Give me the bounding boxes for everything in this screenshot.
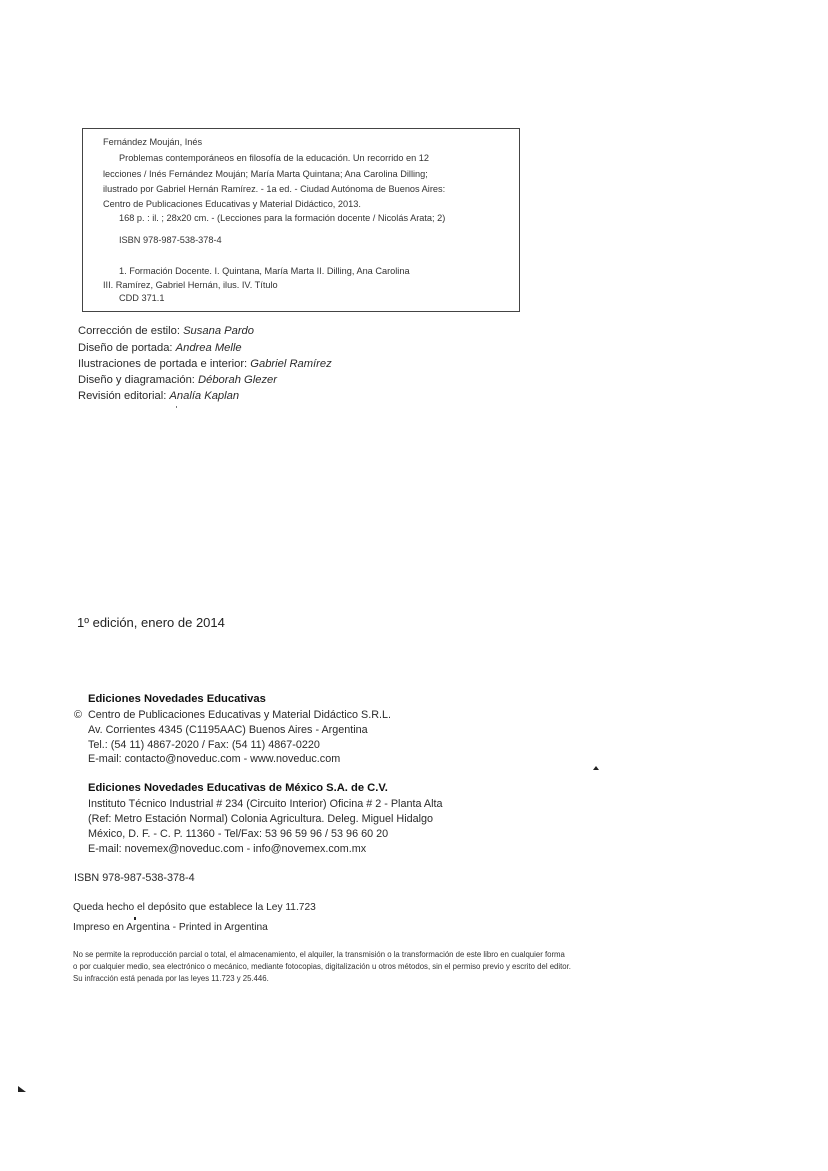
credit-label: Diseño de portada: [78, 342, 173, 354]
publisher-mx-line: Instituto Técnico Industrial # 234 (Circuito Interior) Oficina # 2 - Planta Alta [88, 798, 443, 810]
publisher-mx-name: Ediciones Novedades Educativas de México S.A. de C.V. [88, 782, 388, 794]
publisher-ar-contact: E-mail: contacto@noveduc.com - www.noveduc.com [88, 753, 341, 765]
cip-author: Fernández Mouján, Inés [103, 137, 203, 147]
cip-title-line: lecciones / Inés Fernández Mouján; María Marta Quintana; Ana Carolina Dilling; [103, 169, 428, 179]
publisher-ar-line: Av. Corrientes 4345 (C1195AAC) Buenos Aires - Argentina [88, 724, 368, 736]
rights-notice-line: o por cualquier medio, sea electrónico o mecánico, mediante fotocopias, digitalización u otros métodos, sin el permiso previo y escrito del editor. [73, 962, 571, 971]
credit-label: Diseño y diagramación: [78, 374, 195, 386]
scan-speck-dot [134, 917, 136, 920]
credit-value: Déborah Glezer [198, 374, 277, 386]
cip-cdd: CDD 371.1 [119, 293, 165, 303]
credit-value: Analía Kaplan [169, 390, 240, 402]
credit-line [78, 390, 239, 402]
catalog-card [82, 128, 520, 312]
credit-label: Ilustraciones de portada e interior: [78, 358, 248, 370]
credit-value: Gabriel Ramírez [250, 358, 332, 370]
legal-deposit: Queda hecho el depósito que establece la Ley 11.723 [73, 902, 316, 913]
publisher-ar-name: Ediciones Novedades Educativas [88, 693, 266, 705]
publisher-mx-line: (Ref: Metro Estación Normal) Colonia Agricultura. Deleg. Miguel Hidalgo [88, 813, 434, 825]
publisher-ar-line: Centro de Publicaciones Educativas y Material Didáctico S.R.L. [88, 709, 392, 721]
cip-description: 168 p. : il. ; 28x20 cm. - (Lecciones para la formación docente / Nicolás Arata; 2) [119, 213, 446, 223]
credit-line [78, 358, 332, 370]
isbn-line: ISBN 978-987-538-378-4 [74, 872, 195, 884]
cip-subjects: 1. Formación Docente. I. Quintana, María Marta II. Dilling, Ana Carolina [119, 266, 410, 276]
copyright-symbol: © [74, 709, 82, 721]
rights-notice-line: No se permite la reproducción parcial o total, el almacenamiento, el alquiler, la transmisión o la transformación de este libro en cualquier forma [73, 950, 565, 959]
rights-notice-line: Su infracción está penada por las leyes 11.723 y 25.446. [73, 974, 269, 983]
credit-line [78, 342, 242, 354]
credit-label: Corrección de estilo: [78, 325, 180, 337]
printed-in: Impreso en Argentina - Printed in Argentina [73, 922, 268, 933]
credit-label: Revisión editorial: [78, 390, 167, 402]
credit-line [78, 325, 254, 337]
credit-value: Andrea Melle [175, 342, 242, 354]
scan-speck-dot [176, 406, 177, 408]
publisher-mx-line: México, D. F. - C. P. 11360 - Tel/Fax: 53 96 59 96 / 53 96 60 20 [88, 828, 389, 840]
publisher-ar-line: Tel.: (54 11) 4867-2020 / Fax: (54 11) 4867-0220 [88, 739, 320, 751]
cip-publisher-line: Centro de Publicaciones Educativas y Material Didáctico, 2013. [103, 199, 361, 209]
scan-speck-mark [593, 766, 599, 770]
scan-corner-mark [18, 1086, 26, 1092]
cip-subjects: III. Ramírez, Gabriel Hernán, ilus. IV. Título [103, 280, 278, 290]
edition-line: 1º edición, enero de 2014 [77, 615, 225, 630]
credit-value: Susana Pardo [183, 325, 254, 337]
credit-line [78, 374, 277, 386]
cip-title-line: Problemas contemporáneos en filosofía de la educación. Un recorrido en 12 [119, 153, 430, 163]
cip-title-line: ilustrado por Gabriel Hernán Ramírez. - 1a ed. - Ciudad Autónoma de Buenos Aires: [103, 184, 446, 194]
cip-isbn: ISBN 978-987-538-378-4 [119, 235, 222, 245]
publisher-mx-contact: E-mail: novemex@noveduc.com - info@novemex.com.mx [88, 843, 367, 855]
